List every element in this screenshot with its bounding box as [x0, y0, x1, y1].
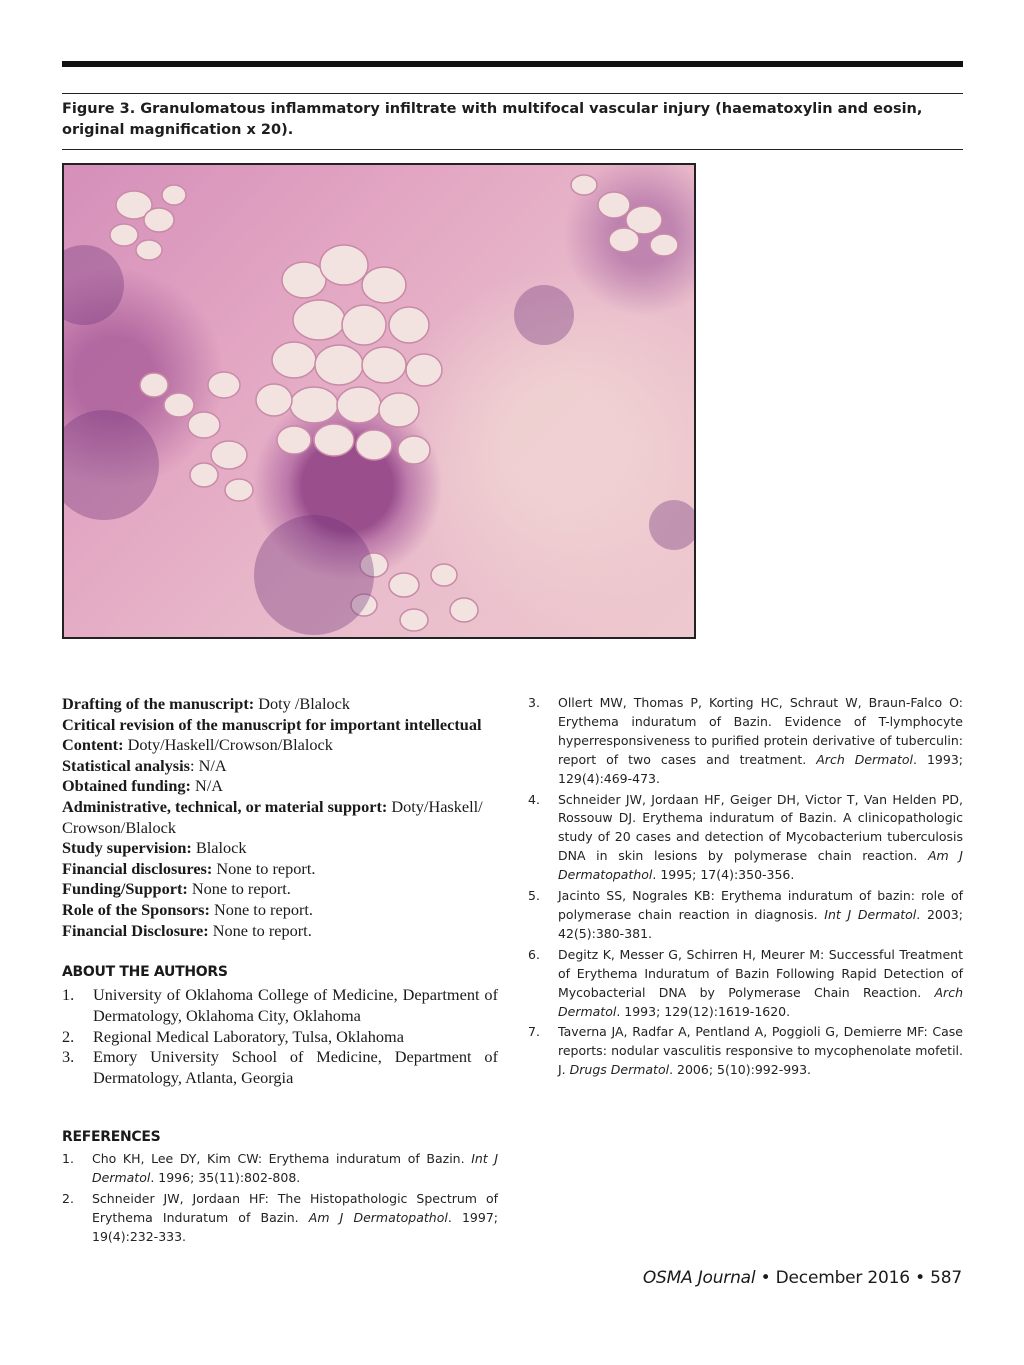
- about-authors-list: [62, 985, 498, 1089]
- contribution-line: Study supervision: Blalock: [62, 838, 247, 858]
- contribution-line: Role of the Sponsors: None to report.: [62, 899, 313, 919]
- list-item: 3. Emory University School of Medicine, Department of Dermatology, Atlanta, Georgia: [62, 1047, 498, 1088]
- reference-item: 2. Schneider JW, Jordaan HF: The Histopathologic Spectrum of Erythema Induratum of Bazin. Am J Dermatopathol. 1997; 19(4):232-333.: [62, 1190, 498, 1244]
- reference-item: 7. Taverna JA, Radfar A, Pentland A, Poggioli G, Demierre MF: Case reports: nodular vasculitis responsive to mycophenolate mofetil. J. Drugs Dermatol. 2006; 5(10):992-993.: [528, 1024, 963, 1078]
- contribution-line: Financial Disclosure: None to report.: [62, 920, 312, 940]
- contribution-line: Funding/Support: None to report.: [62, 879, 291, 899]
- list-item: 2. Regional Medical Laboratory, Tulsa, Oklahoma: [62, 1026, 404, 1046]
- histology-micrograph: [62, 163, 696, 639]
- footer-date: December 2016: [775, 1268, 910, 1288]
- references-list-right: [528, 694, 963, 1082]
- contribution-line: Drafting of the manuscript: Doty /Blalock: [62, 694, 351, 713]
- contribution-line: Statistical analysis: N/A: [62, 755, 227, 775]
- footer-page-number: 587: [930, 1268, 962, 1288]
- top-thick-rule: [62, 61, 963, 67]
- references-list-left: [62, 1150, 498, 1249]
- page-footer: OSMA Journal • December 2016 • 587: [642, 1268, 962, 1288]
- reference-item: 5. Jacinto SS, Nograles KB: Erythema induratum of bazin: role of polymerase chain reaction in diagnosis. Int J Dermatol. 2003; 42(5):380-381.: [528, 888, 963, 941]
- about-authors-heading: ABOUT THE AUTHORS: [62, 964, 228, 980]
- footer-journal: OSMA Journal: [642, 1268, 756, 1288]
- reference-item: 1. Cho KH, Lee DY, Kim CW: Erythema induratum of Bazin. Int J Dermatol. 1996; 35(11):802-808.: [62, 1151, 499, 1185]
- contribution-line: Financial disclosures: None to report.: [62, 858, 316, 878]
- author-contributions: [62, 694, 498, 941]
- figure-caption: Figure 3. Granulomatous inflammatory infiltrate with multifocal vascular injury (haematoxylin and eosin, original magnification x 20).: [62, 101, 923, 138]
- contribution-line: Critical revision of the manuscript for important intellectual Content: Doty/Haskell/Crowson/Blalock: [62, 714, 482, 755]
- contribution-line: Administrative, technical, or material support: Doty/Haskell/ Crowson/Blalock: [62, 796, 483, 837]
- reference-item: 4. Schneider JW, Jordaan HF, Geiger DH, Victor T, Van Helden PD, Rossouw DJ. Erythema induratum of Bazin. A clinicopathologic study of 20 cases and detection of Mycobacterium tuberculosis DNA in skin lesions by polymerase chain reaction. Am J Dermatopathol. 1995; 17(4):350-356.: [528, 791, 963, 883]
- caption-top-rule: [62, 93, 963, 94]
- reference-item: 3. Ollert MW, Thomas P, Korting HC, Schraut W, Braun-Falco O: Erythema induratum of Bazin. Evidence of T-lymphocyte hyperresponsiveness to purified protein derivative of tuberculin: report of two cases and treatment. Arch Dermatol. 1993; 129(4):469-473.: [528, 695, 963, 786]
- contribution-line: Obtained funding: N/A: [62, 776, 224, 796]
- list-item: 1. University of Oklahoma College of Medicine, Department of Dermatology, Oklahoma City, Oklahoma: [62, 985, 498, 1025]
- reference-item: 6. Degitz K, Messer G, Schirren H, Meurer M: Successful Treatment of Erythema Induratum of Bazin Following Rapid Detection of Mycobacterial DNA by Polymerase Chain Reaction. Arch Dermatol. 1993; 129(12):1619-1620.: [528, 946, 963, 1019]
- micrograph-fat-cells: [64, 165, 694, 637]
- caption-bottom-rule: [62, 149, 963, 150]
- references-heading: REFERENCES: [62, 1129, 161, 1145]
